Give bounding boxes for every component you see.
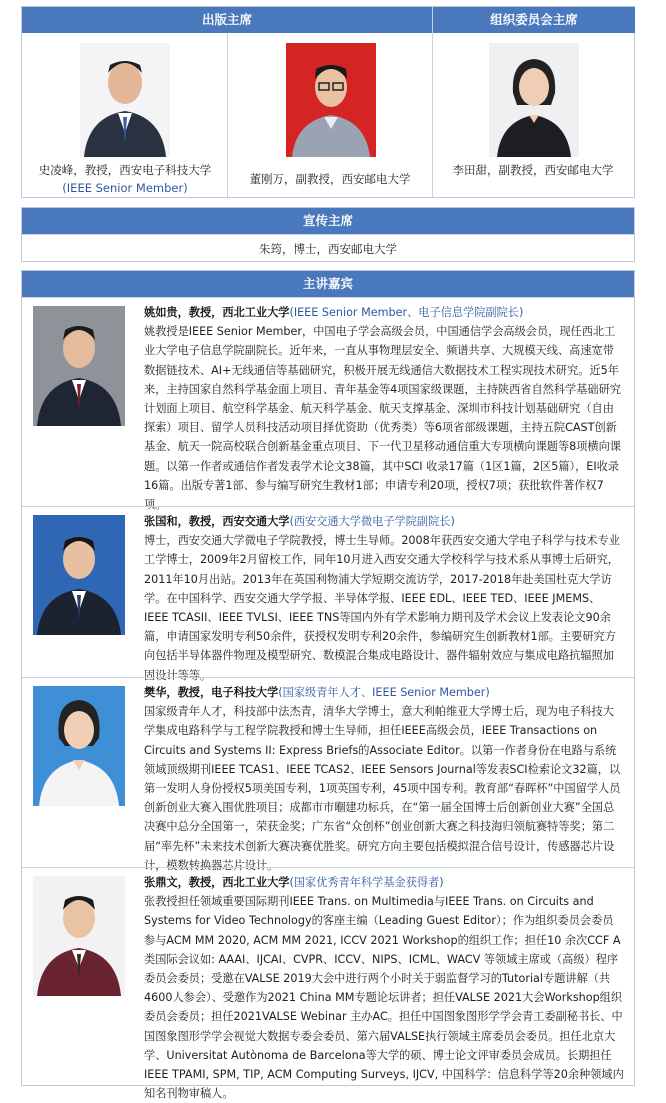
speaker-photo [33,306,125,426]
column-divider [432,33,433,197]
speaker-row [22,867,634,1101]
publish-chair-header: 出版主席 [22,7,432,33]
speaker-row [22,297,634,512]
speaker-bio: 博士，西安交通大学微电子学院教授，博士生导师。2008年获西安交通大学电子科学与技术专业工学博士，2009年2月留校工作，同年10月进入西安交通大学校科学与技术系从事博士后研究，2011年10月出站。2013年在英国利物浦大学短期交流访学，2017-2018年赴美国杜克大学访学。在中国科学、西安交通大学学报、半导体学报、IEEE EDL、IEEE TED、IEEE JMEMS、IEEE TCASII、IEEE TVLSI、IEEE TNS等国内外有学术影响力期刊及学术会议上发表论文90余篇，申请国家发明专利50余件，获授权发明专利20余件，参编研究生创新教材1部。主要研究方向包括半导体器件物理及模型研究、数模混合集成电路设计、器件辐射效应与集成电路抗辐照加固设计等等。 [144,534,620,682]
speaker-bio: 张教授担任领域重要国际期刊IEEE Trans. on Multimedia与IEEE Trans. on Circuits and Systems for Video Technology的客座主编（Leading Guest Editor）；作为组织委员会委员参与ACM MM 2020, ACM MM 2021, ICCV 2021 Workshop的组织工作；担任10 余次CCF A 类国际会议如: AAAI、IJCAI、CVPR、ICCV、NIPS、ICML、WACV 等领域主席或（高级）程序委员会委员；受邀在VALSE 2019大会中进行两个小时关于弱监督学习的Tutorial专题讲解（共4600人参会）、受邀作为2021 China MM专题论坛讲者；担任VALSE 2021大会Workshop组织委员会委员；担任2021VALSE Webinar 主办AC。担任中国图象图形学学会青工委副秘书长、中国图象图形学学会视觉大数据专委会委员、第六届VALSE执行领域主席委员会委员。担任北京大学、Universitat Autònoma de Barcelona等大学的硕、博士论文评审委员会成员。长期担任IEEE TPAMI, SPM, TIP, ACM Computing Surveys, IJCV, 中国科学：信息科学等20余种领域内知名刊物审稿人。 [144,895,624,1101]
speaker-bio: 国家级青年人才，科技部中法杰青，清华大学博士，意大利帕维亚大学博士后，现为电子科技大学集成电路科学与工程学院教授和博士生导师，担任IEEE高级会员，IEEE Transactions on Circuits and Systems II: Express Briefs的Associate Editor。以第一作者身份在电路与系统领域顶级期刊IEEE TCAS1、IEEE TCAS2、IEEE Sensors Journal等发表SCI检索论文32篇，以第一发明人身份授权5项美国专利，1项英国专利，45项中国专利。教育部“春晖杯”中国留学人员创新创业大赛入围优胜项目；成都市市嗰建功标兵，在“第一届全国博士后创新创业大赛”全国总决赛中总分全国第一，荣获金奖；广东省“众创杯”创业创新大赛之科技海归领航赛特等奖；第二届“率先杯”未来技术创新大赛决赛优胜奖。研究方向主要包括模拟混合信号设计，传感器芯片设计，模数转换器芯片设计。 [144,705,621,872]
portrait-photo [489,43,579,157]
person-caption: 董刚万，副教授，西安邮电大学 [249,172,411,186]
speaker-name: 张国和，教授，西安交通大学 [144,515,290,528]
chairs-table [21,6,635,198]
speaker-title-tag: (IEEE Senior Member、电子信息学院副院长) [289,306,524,319]
speaker-photo [33,686,125,806]
person-caption-tag: (IEEE Senior Member) [62,181,188,195]
person-caption: 史凌峰，教授，西安电子科技大学 [38,163,212,177]
portrait-photo [286,43,376,157]
publicity-header: 宣传主席 [22,208,634,234]
speaker-name: 樊华，教授，电子科技大学 [144,686,279,699]
speaker-title-tag: (国家级青年人才、IEEE Senior Member) [278,686,490,699]
portrait-photo [80,43,170,157]
speakers-table [21,270,635,1101]
column-divider [227,33,228,197]
speaker-photo [33,876,125,996]
speaker-title-tag: (西安交通大学微电子学院副院长) [289,515,455,528]
publicity-person: 朱筠，博士，西安邮电大学 [22,234,634,263]
speaker-name: 张鼎文，教授，西北工业大学 [144,876,290,889]
speaker-photo [33,515,125,635]
speaker-name: 姚如贵，教授，西北工业大学 [144,306,290,319]
speaker-title-tag: (国家优秀青年科学基金获得者) [289,876,444,889]
speaker-row [22,506,634,682]
speakers-header: 主讲嘉宾 [22,271,634,297]
org-chair-header: 组织委员会主席 [432,7,635,33]
publicity-table [21,207,635,262]
speaker-row [22,677,634,872]
person-caption: 李田甜，副教授，西安邮电大学 [452,163,614,177]
speaker-bio: 姚教授是IEEE Senior Member，中国电子学会高级会员，中国通信学会高级会员，现任西北工业大学电子信息学院副院长。近年来，一直从事物理层安全、频谱共享、大规模天线、高速宽带数据链技术、AI+无线通信等基础研究，积极开展无线通信大数据技术工程实现技术研究。近5年来，主持国家自然科学基金面上项目、青年基金等4项国家级课题，主持陕西省自然科学基础研究计划面上项目、航空科学基金、航天科学基金、航天支撑基金、深圳市科技计划基础研究（自由探索）项目、留学人员科技活动项目择优资助（优秀类）等6项省部级课题，主持五院CAST创新基金、航天一院高校联合创新基金重点项目、下一代卫星移动通信重大专项横向课题等8项横向课题。以第一作者或通信作者发表学术论文38篇，其中SCI 收录17篇（1区1篇，2区5篇），EI收录16篇。出版专著1部、参与编写研究生教材1部；申请专利20项，授权7项；获批软件著作权7项。 [144,325,621,512]
